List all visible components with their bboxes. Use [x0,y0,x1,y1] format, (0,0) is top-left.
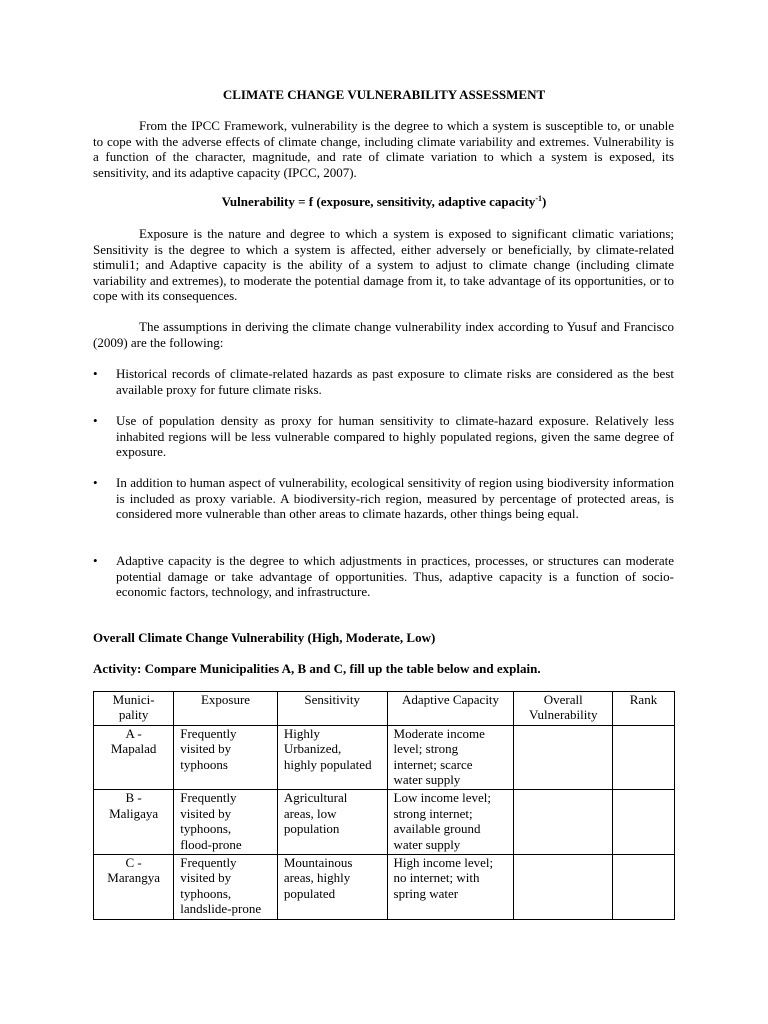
bullet-text: Adaptive capacity is the degree to which adjustments in practices, processes, or structures can moderate potential damage or take advantage of opportunities. Thus, adaptive capacity is a function of socio-economic factors, technology, and infrastructure. [116,553,674,600]
cell-municipality: B - Maligaya [94,790,174,855]
header-adaptive-capacity: Adaptive Capacity [387,692,514,726]
cell-municipality: A - Mapalad [94,725,174,790]
formula-superscript: -1 [535,194,542,203]
header-overall-vulnerability: Overall Vulnerability [514,692,613,726]
cell-sensitivity: Mountainous areas, highly populated [277,855,387,920]
cell-rank[interactable] [612,855,674,920]
bullet-dot: • [93,413,98,428]
assumptions-intro: The assumptions in deriving the climate change vulnerability index according to Yusuf and Francisco (2009) are the following: [93,319,674,350]
bullet-dot: • [93,366,98,381]
cell-municipality: C - Marangya [94,855,174,920]
definitions-paragraph: Exposure is the nature and degree to which a system is exposed to significant climatic variations; Sensitivity is the degree to which a system is affected, either adversely or beneficially, by climate-related stimuli1; and Adaptive capacity is the ability of a system to adjust to climate change (including climate variability and extremes), to moderate the potential damage from it, to take advantage of its opportunities, or to cope with its consequences. [93,226,674,304]
table-header-row [94,692,675,726]
table-row [94,855,675,920]
table-row [94,725,675,790]
cell-overall-vulnerability[interactable] [514,790,613,855]
header-sensitivity: Sensitivity [277,692,387,726]
cell-sensitivity: Agricultural areas, low population [277,790,387,855]
cell-adaptive-capacity: Low income level; strong internet; available ground water supply [387,790,514,855]
activity-heading: Activity: Compare Municipalities A, B and C, fill up the table below and explain. [93,661,541,676]
bullet-text: In addition to human aspect of vulnerability, ecological sensitivity of region using biodiversity information is included as proxy variable. A biodiversity-rich region, measured by percentage of protected areas, is considered more vulnerable than other areas to climate hazards, other things being equal. [116,475,674,522]
cell-exposure: Frequently visited by typhoons [174,725,278,790]
formula-text: Vulnerability = f (exposure, sensitivity, adaptive capacity [221,194,536,209]
cell-overall-vulnerability[interactable] [514,725,613,790]
formula-close: ) [541,194,547,209]
cell-adaptive-capacity: High income level; no internet; with spring water [387,855,514,920]
bullet-dot: • [93,475,98,490]
cell-overall-vulnerability[interactable] [514,855,613,920]
cell-adaptive-capacity: Moderate income level; strong internet; scarce water supply [387,725,514,790]
header-exposure: Exposure [174,692,278,726]
cell-exposure: Frequently visited by typhoons, landslide-prone [174,855,278,920]
header-rank: Rank [612,692,674,726]
overall-heading: Overall Climate Change Vulnerability (High, Moderate, Low) [93,630,436,645]
cell-rank[interactable] [612,725,674,790]
cell-exposure: Frequently visited by typhoons, flood-prone [174,790,278,855]
cell-sensitivity: Highly Urbanized, highly populated [277,725,387,790]
bullet-dot: • [93,553,98,568]
table-row [94,790,675,855]
cell-rank[interactable] [612,790,674,855]
intro-paragraph: From the IPCC Framework, vulnerability is the degree to which a system is susceptible to, or unable to cope with the adverse effects of climate change, including climate variability and extremes. Vulnerability is a function of the character, magnitude, and rate of climate variation to which a system is exposed, its sensitivity, and its adaptive capacity (IPCC, 2007). [93,118,674,180]
bullet-text: Use of population density as proxy for human sensitivity to climate-hazard exposure. Relatively less inhabited regions will be less vulnerable compared to highly populated regions, given the same degree of exposure. [116,413,674,460]
header-municipality: Munici- pality [94,692,174,726]
vulnerability-table [93,691,675,920]
vulnerability-formula [0,194,768,210]
bullet-text: Historical records of climate-related hazards as past exposure to climate risks are considered as the best available proxy for future climate risks. [116,366,674,397]
document-title: CLIMATE CHANGE VULNERABILITY ASSESSMENT [222,87,546,102]
